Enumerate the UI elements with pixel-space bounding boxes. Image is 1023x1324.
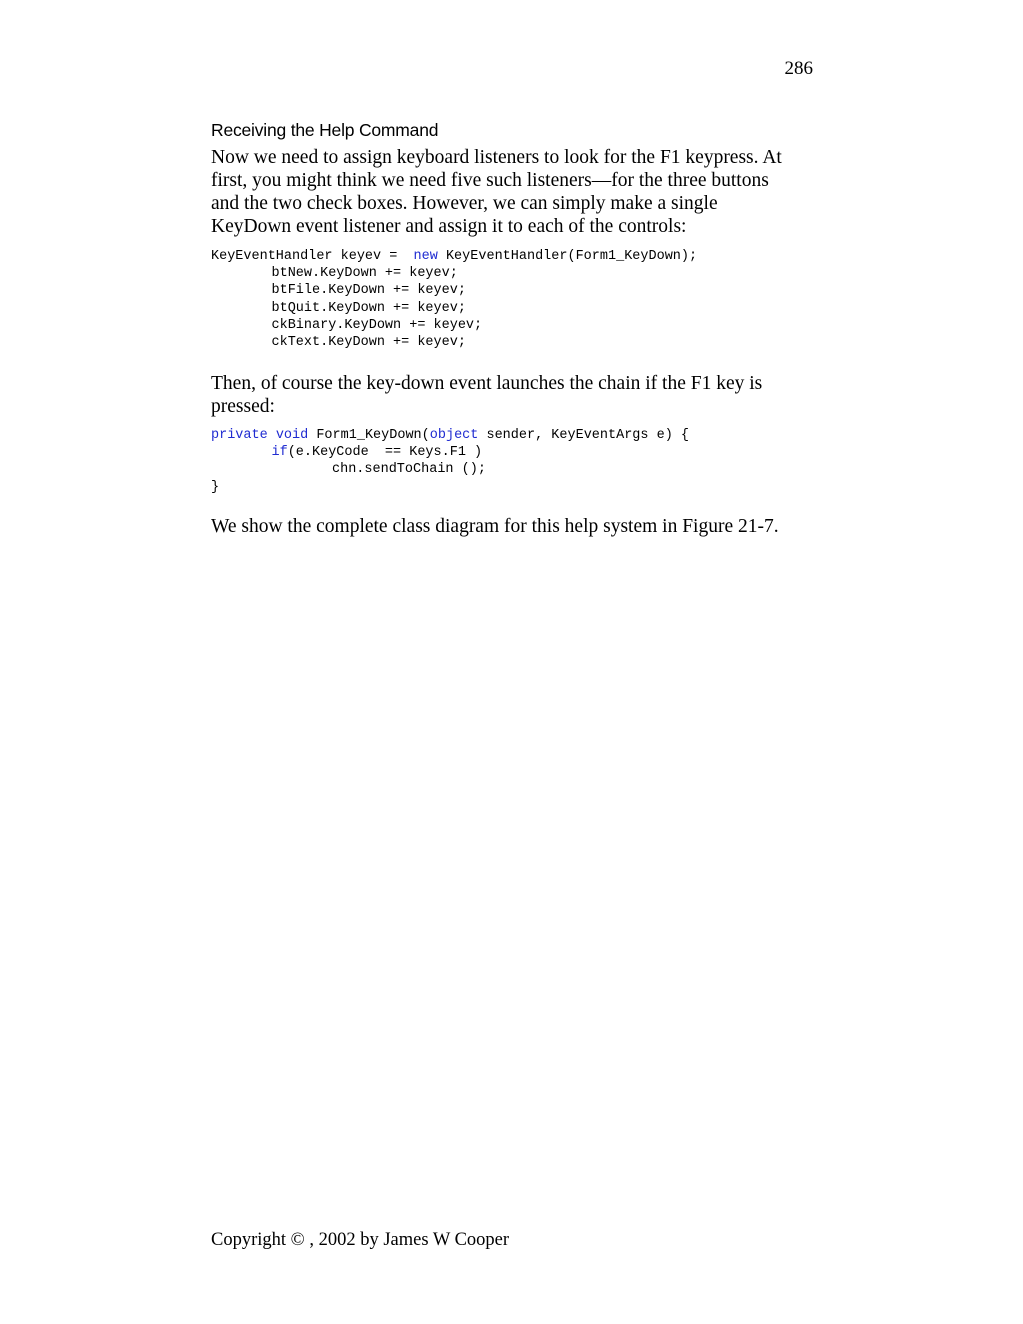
code-keyword: private xyxy=(211,428,268,443)
paragraph-line: first, you might think we need five such listeners—for the three buttons xyxy=(211,170,769,191)
copyright-footer: Copyright © , 2002 by James W Cooper xyxy=(211,1230,510,1250)
paragraph-line: Now we need to assign keyboard listeners to look for the F1 keypress. At xyxy=(211,147,782,168)
code-line: ckText.KeyDown += keyev; xyxy=(271,334,466,350)
code-line: ckBinary.KeyDown += keyev; xyxy=(271,317,483,333)
paragraph-line: We show the complete class diagram for this help system in Figure 21-7. xyxy=(211,516,779,537)
code-line: chn.sendToChain (); xyxy=(332,462,486,478)
code-keyword: if xyxy=(271,445,288,461)
section-heading: Receiving the Help Command xyxy=(211,120,439,140)
code-keyword: new xyxy=(413,249,438,264)
code-block-keydown-handler xyxy=(211,427,689,496)
code-line xyxy=(211,248,697,265)
paragraph-line: and the two check boxes. However, we can simply make a single xyxy=(211,193,718,214)
code-text: sender, KeyEventArgs e) { xyxy=(478,428,690,443)
code-keyword: void xyxy=(275,428,309,443)
paragraph-line: pressed: xyxy=(211,396,275,417)
paragraph-line: KeyDown event listener and assign it to each of the controls: xyxy=(211,216,687,237)
closing-paragraph xyxy=(211,515,811,538)
code-line: btNew.KeyDown += keyev; xyxy=(271,266,458,282)
code-line: btQuit.KeyDown += keyev; xyxy=(271,300,466,316)
intro-paragraph xyxy=(211,146,811,238)
code-text: Form1_KeyDown( xyxy=(308,428,430,443)
code-block-key-listeners xyxy=(211,248,697,351)
code-line xyxy=(211,427,689,444)
page-number: 286 xyxy=(784,58,813,79)
code-keyword: object xyxy=(429,428,479,443)
code-line: } xyxy=(211,479,220,495)
code-text: KeyEventHandler keyev = xyxy=(211,249,414,264)
code-line xyxy=(211,444,689,461)
then-paragraph xyxy=(211,372,811,418)
code-line: btFile.KeyDown += keyev; xyxy=(271,283,466,299)
code-text: KeyEventHandler(Form1_KeyDown); xyxy=(437,249,698,264)
code-text xyxy=(268,428,276,443)
paragraph-line: Then, of course the key-down event launches the chain if the F1 key is xyxy=(211,373,763,394)
code-text: (e.KeyCode == Keys.F1 ) xyxy=(287,445,483,461)
